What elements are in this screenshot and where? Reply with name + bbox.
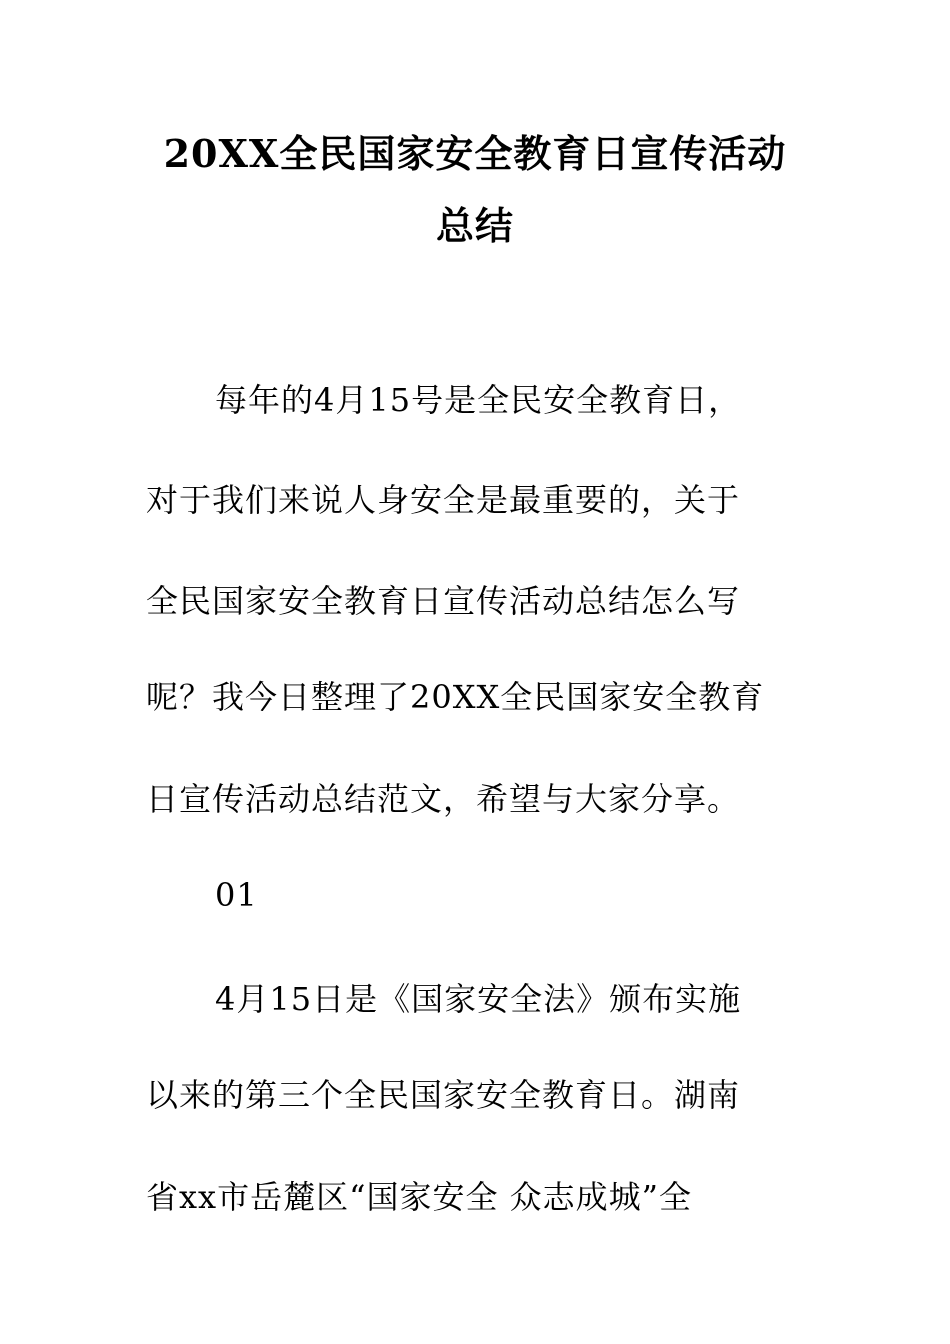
document-title-line-2: 总结 <box>435 203 514 248</box>
paragraph-line: 以来的第三个全民国家安全教育日。湖南 <box>146 1076 741 1114</box>
paragraph-line: 对于我们来说人身安全是最重要的，关于 <box>146 481 741 519</box>
section-number: 01 <box>215 876 258 914</box>
paragraph-line: 全民国家安全教育日宣传活动总结怎么写 <box>146 582 741 620</box>
document-title-line-1: 20XX全民国家安全教育日宣传活动 <box>163 131 787 176</box>
paragraph-line: 日宣传活动总结范文，希望与大家分享。 <box>146 780 741 818</box>
paragraph-line: 每年的4月15号是全民安全教育日， <box>215 381 742 419</box>
paragraph-line: 4月15日是《国家安全法》颁布实施 <box>215 980 742 1018</box>
paragraph-line: 省xx市岳麓区“国家安全 众志成城”全 <box>146 1178 692 1216</box>
paragraph-line: 呢？我今日整理了20XX全民国家安全教育 <box>146 678 765 716</box>
